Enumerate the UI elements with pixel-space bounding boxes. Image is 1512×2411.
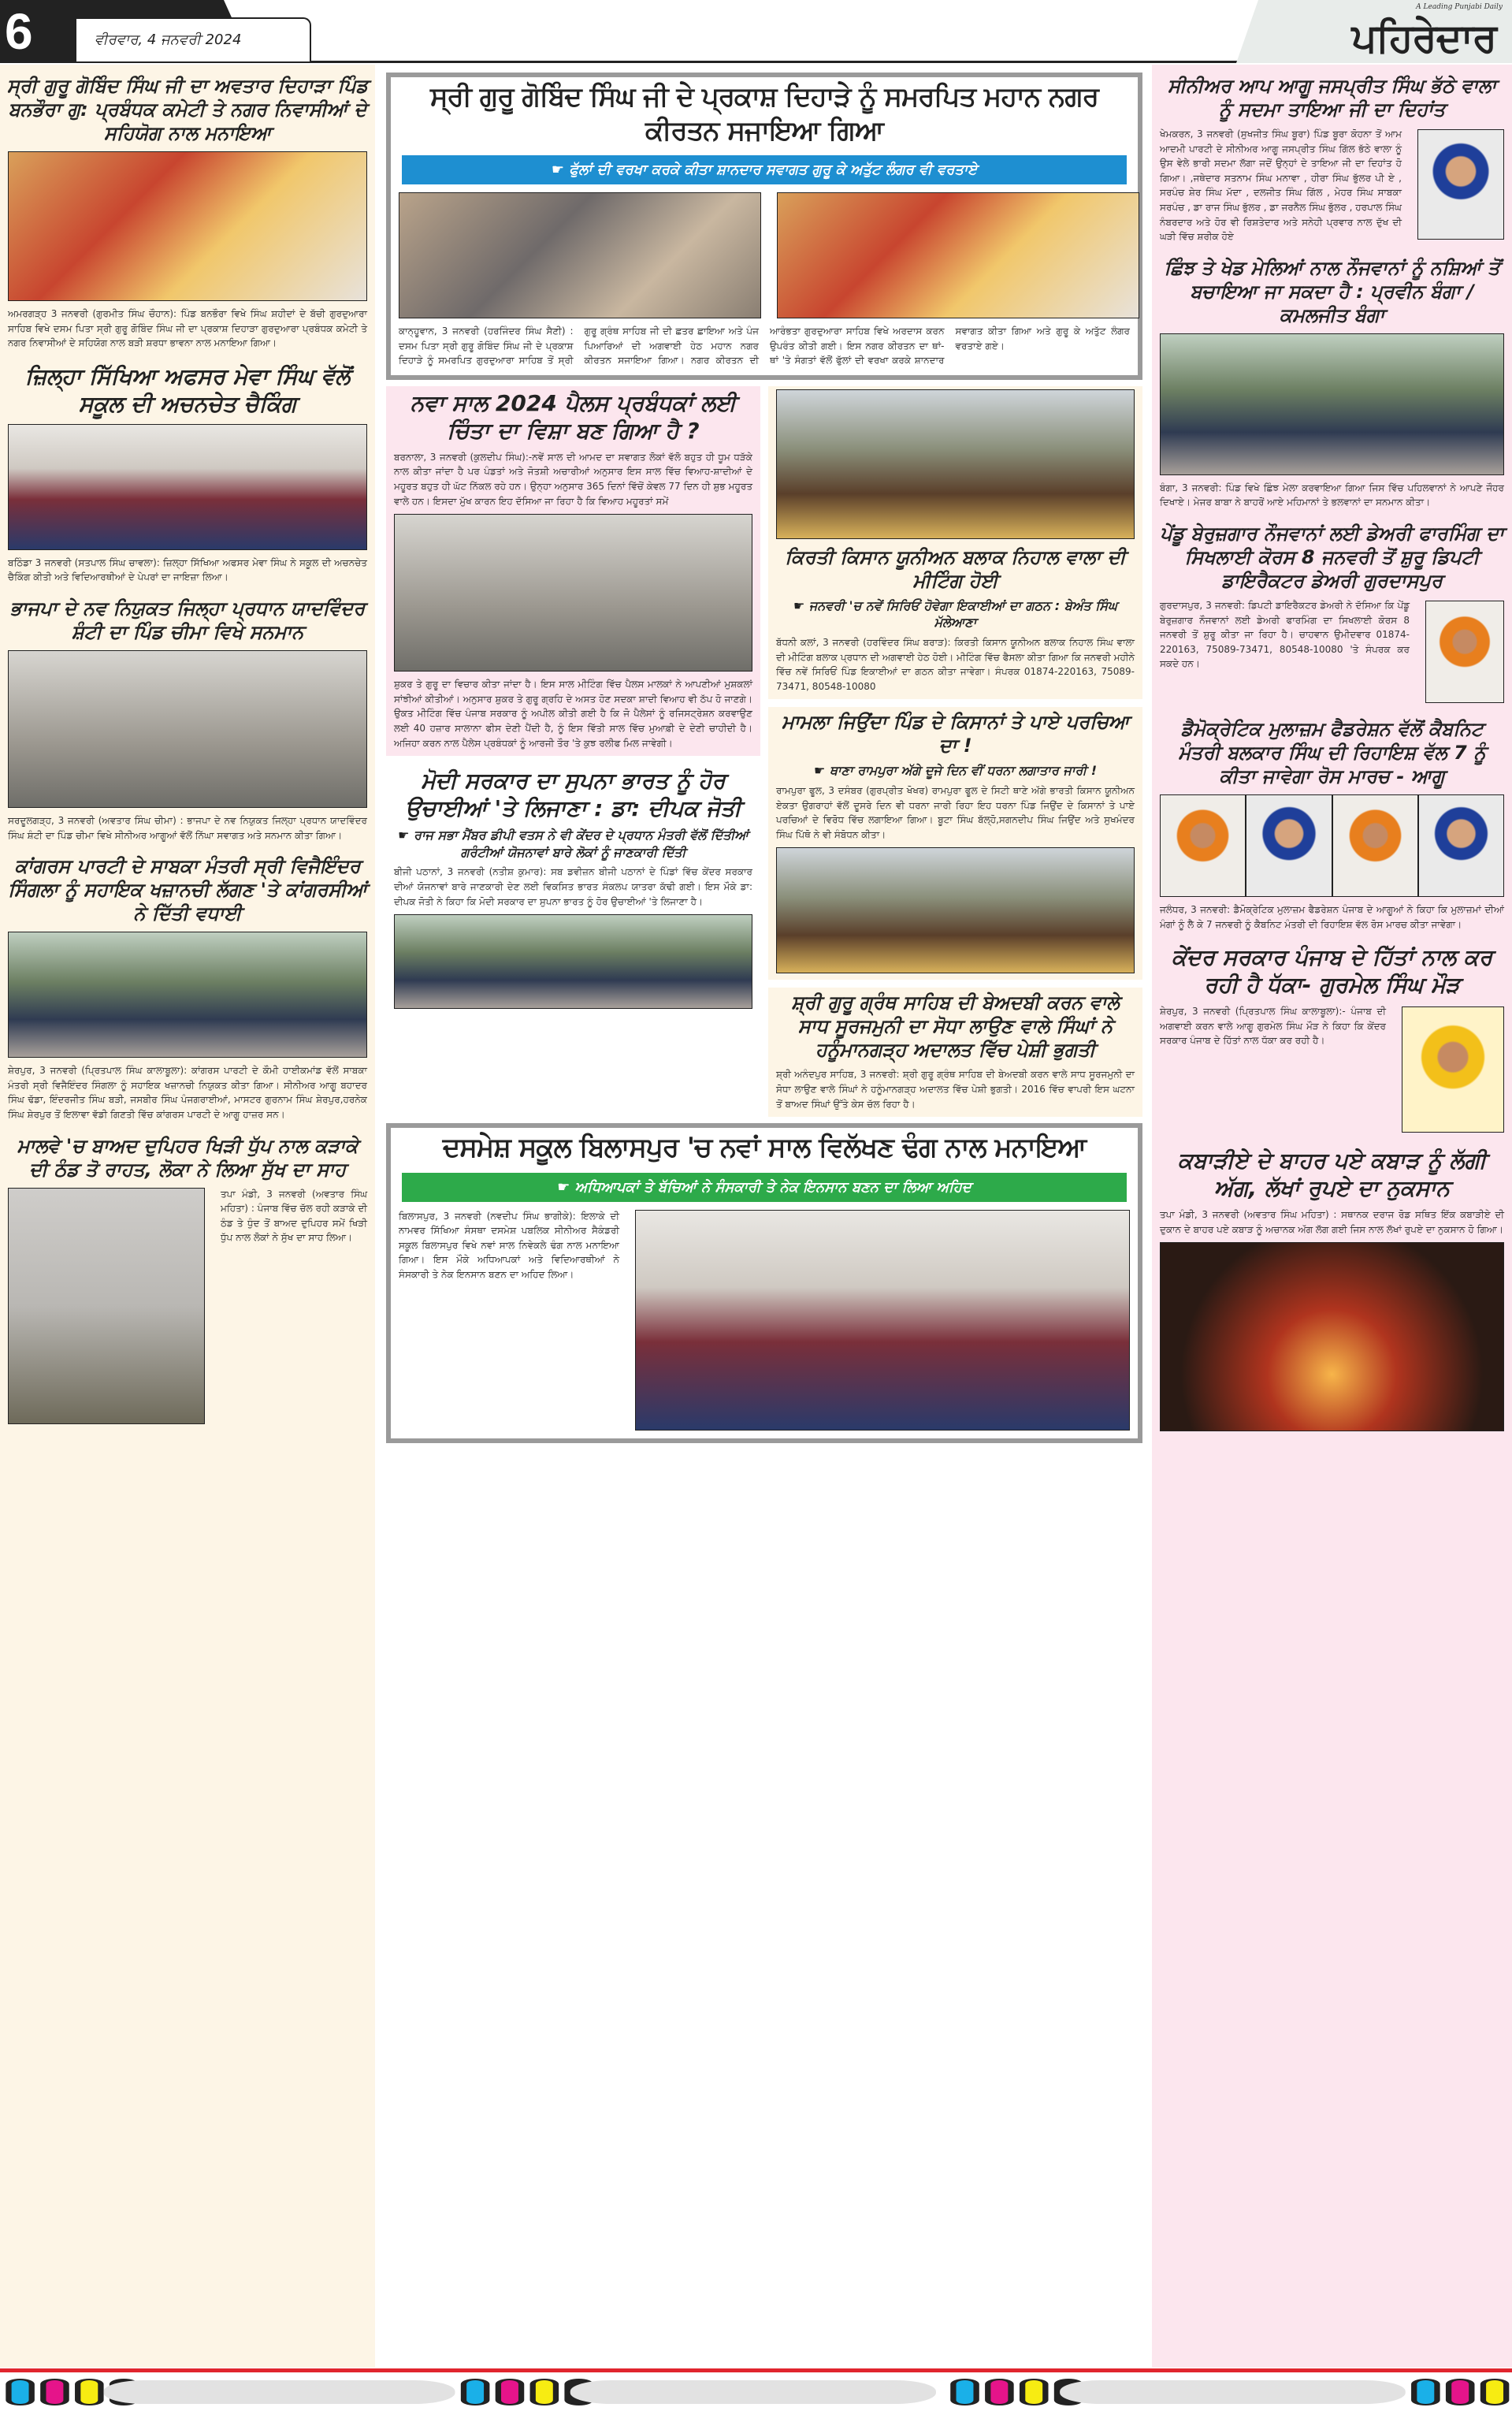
photo-classroom [8,424,367,550]
headline: ਮਾਮਲਾ ਜਿਉਂਦਾ ਪਿੰਡ ਦੇ ਕਿਸਾਨਾਂ ਤੇ ਪਾਏ ਪਰਚਿਆ ਦਾ ! [782,711,1129,757]
masthead-tagline: A Leading Punjabi Daily [1416,3,1503,11]
story-congress-singla [0,851,375,1124]
dasmesh-subhead: ☛ ਅਧਿਆਪਕਾਂ ਤੇ ਬੱਚਿਆਂ ਨੇ ਸੰਸਕਾਰੀ ਤੇ ਨੇਕ ਇਨਸਾਨ ਬਣਨ ਦਾ ਲਿਆ ਅਹਿਦ [402,1173,1127,1202]
portrait-deceased [1417,129,1504,240]
photo-felicitation [8,650,367,808]
portrait-leader-2 [1246,794,1332,897]
photo-nagar-kirtan-1 [399,192,761,318]
subhead: ☛ ਰਾਜ ਸਭਾ ਮੈਂਬਰ ਡੀਪੀ ਵਤਸ ਨੇ ਵੀ ਕੇਂਦਰ ਦੇ ਪ੍ਰਧਾਨ ਮੰਤਰੀ ਵੱਲੋਂ ਦਿੱਤੀਆਂ ਗਰੰਟੀਆਂ ਯੋਜਨਾਵਾਂ ਬਾਰੇ ਲੋਕਾਂ ਨੂੰ ਜਾਣਕਾਰੀ ਦਿੱਤੀ [398,828,749,860]
article-body: ਬਠਿੰਡਾ 3 ਜਨਵਰੀ (ਸਤਪਾਲ ਸਿੰਘ ਚਾਵਲਾ): ਜ਼ਿਲ੍ਹਾ ਸਿੱਖਿਆ ਅਫਸਰ ਮੇਵਾ ਸਿੰਘ ਨੇ ਸਕੂਲ ਦੀ ਅਚਨਚੇਤ ਚੈਕਿੰਗ ਕੀਤੀ ਅਤੇ ਵਿਦਿਆਰਥੀਆਂ ਦੇ ਪੇਪਰਾਂ ਦਾ ਜਾਇਜ਼ਾ ਲਿਆ। [8,556,367,583]
lead-story-frame [386,73,1142,380]
article-body: ਬੱਧਨੀ ਕਲਾਂ, 3 ਜਨਵਰੀ (ਹਰਵਿੰਦਰ ਸਿੰਘ ਬਰਾੜ): ਕਿਰਤੀ ਕਿਸਾਨ ਯੂਨੀਅਨ ਬਲਾਕ ਨਿਹਾਲ ਸਿੰਘ ਵਾਲਾ ਦੀ ਮੀਟਿੰਗ ਬਲਾਕ ਪ੍ਰਧਾਨ ਦੀ ਅਗਵਾਈ ਹੇਠ ਹੋਈ। ਮੀਟਿੰਗ ਵਿੱਚ ਫੈਸਲਾ ਕੀਤਾ ਗਿਆ ਕਿ ਜਨਵਰੀ ਮਹੀਨੇ ਵਿੱਚ ਨਵੇਂ ਸਿਰਿਓਂ ਪਿੰਡ ਇਕਾਈਆਂ ਦਾ ਗਠਨ ਕੀਤਾ ਜਾਵੇਗਾ। ਸੰਪਰਕ 01874-220163, 75089-73471, 80548-10080 [776,636,1135,692]
article-body: ਬੀਜੀ ਪਠਾਨਾਂ, 3 ਜਨਵਰੀ (ਨਤੀਸ਼ ਕੁਮਾਰ): ਸਬ ਡਵੀਜ਼ਨ ਬੀਜੀ ਪਠਾਨਾਂ ਦੇ ਪਿੰਡਾਂ ਵਿੱਚ ਕੇਂਦਰ ਸਰਕਾਰ ਦੀਆਂ ਯੋਜਨਾਵਾਂ ਬਾਰੇ ਜਾਣਕਾਰੀ ਦੇਣ ਲਈ ਵਿਕਸਿਤ ਭਾਰਤ ਸੰਕਲਪ ਯਾਤਰਾ ਕੱਢੀ ਗਈ। ਇਸ ਮੌਕੇ ਡਾ: ਦੀਪਕ ਜੋਤੀ ਨੇ ਕਿਹਾ ਕਿ ਮੋਦੀ ਸਰਕਾਰ ਦਾ ਸੁਪਨਾ ਭਾਰਤ ਨੂੰ ਹੋਰ ਉਚਾਈਆਂ 'ਤੇ ਲਿਜਾਣਾ ਹੈ। [394,866,752,907]
page-header [0,0,1512,63]
dasmesh-headline: ਦਸਮੇਸ਼ ਸਕੂਲ ਬਿਲਾਸਪੁਰ 'ਚ ਨਵਾਂ ਸਾਲ ਵਿਲੱਖਣ ਢੰਗ ਨਾਲ ਮਨਾਇਆ [442,1132,1087,1164]
right-column [1152,65,1512,2368]
headline: ਮਾਲਵੇ 'ਚ ਬਾਅਦ ਦੁਪਿਹਰ ਖਿੜੀ ਧੁੱਪ ਨਾਲ ਕੜਾਕੇ ਦੀ ਠੰਡ ਤੋ ਰਾਹਤ, ਲੋਕਾ ਨੇ ਲਿਆ ਸੁੱਖ ਦਾ ਸਾਹ [17,1134,358,1181]
photo-union-flags [776,389,1135,539]
middle-column [378,65,1150,2368]
middle-two-column-row [386,386,1142,1117]
grey-bar [1060,2380,1406,2404]
headline: ਨਵਾ ਸਾਲ 2024 ਪੈਲਸ ਪ੍ਰਬੰਧਕਾਂ ਲਈ ਚਿੰਤਾ ਦਾ ਵਿਸ਼ਾ ਬਣ ਗਿਆ ਹੈ ? [410,389,737,444]
photo-sankalp-yatra [394,914,752,1009]
portrait-leader-3 [1332,794,1418,897]
story-banbhaura [0,71,375,353]
story-jiond-protest [768,707,1142,980]
article-body: ਬੰਗਾ, 3 ਜਨਵਰੀ: ਪਿੰਡ ਵਿਖੇ ਛਿੰਝ ਮੇਲਾ ਕਰਵਾਇਆ ਗਿਆ ਜਿਸ ਵਿੱਚ ਪਹਿਲਵਾਨਾਂ ਨੇ ਆਪਣੇ ਜੌਹਰ ਦਿਖਾਏ। ਮੇਜਰ ਬਾਬਾ ਨੇ ਬਾਹਰੋਂ ਆਏ ਮਹਿਮਾਨਾਂ ਤੇ ਭਲਵਾਨਾਂ ਦਾ ਸਨਮਾਨ ਕੀਤਾ। [1160,482,1504,508]
photo-palace-meeting [394,514,752,672]
issue-date: ਵੀਰਵਾਰ, 4 ਜਨਵਰੀ 2024 [95,32,242,48]
story-modi-vision [386,764,760,1015]
masthead-logo: ਪਹਿਰੇਦਾਰ [1351,15,1496,61]
article-body: ਤਪਾ ਮੰਡੀ, 3 ਜਨਵਰੀ (ਅਵਤਾਰ ਸਿੰਘ ਮਹਿਤਾ) : ਸਥਾਨਕ ਦਰਾਜ ਰੋਡ ਸਥਿਤ ਇੱਕ ਕਬਾੜੀਏ ਦੀ ਦੁਕਾਨ ਦੇ ਬਾਹਰ ਪਏ ਕਬਾੜ ਨੂੰ ਅਚਾਨਕ ਅੱਗ ਲੱਗ ਗਈ ਜਿਸ ਨਾਲ ਲੱਖਾਂ ਰੁਪਏ ਦਾ ਨੁਕਸਾਨ ਹੋ ਗਿਆ। [1160,1209,1504,1235]
subhead: ☛ ਜਨਵਰੀ 'ਚ ਨਵੇਂ ਸਿਰਿਓਂ ਹੋਵੇਗਾ ਇਕਾਈਆਂ ਦਾ ਗਠਨ : ਬੇਅੰਤ ਸਿੰਘ ਮੱਲੇਆਣਾ [793,597,1117,631]
article-intro: ਬਰਨਾਲਾ, 3 ਜਨਵਰੀ (ਕੁਲਦੀਪ ਸਿੰਘ):-ਨਵੇਂ ਸਾਲ ਦੀ ਆਮਦ ਦਾ ਸਵਾਗਤ ਲੋਕਾਂ ਵੱਲੋ ਬਹੁਤ ਹੀ ਧੂਮ ਧੜੱਕੇ ਨਾਲ ਕੀਤਾ ਜਾਂਦਾ ਹੈ ਪਰ ਪੰਡਤਾਂ ਅਤੇ ਜੋਤਸ਼ੀ ਅਚਾਰੀਆਂ ਅਨੁਸਾਰ ਇਸ ਸਾਲ ਵਿੱਚ ਵਿਆਹ-ਸ਼ਾਦੀਆਂ ਦੇ ਮਹੂਰਤ ਬਹੁਤ ਹੀ ਘੱਟ ਨਿੱਕਲ ਰਹੇ ਹਨ। ਉਨ੍ਹਾ ਅਨੁਸਾਰ 365 ਦਿਨਾਂ ਵਿੱਚੋਂ ਕੇਵਲ 77 ਦਿਨ ਹੀ ਸ਼ੁਭ ਮਹੂਰਤ ਵਾਲੇ ਹਨ। ਇਸਦਾ ਮੁੱਖ ਕਾਰਨ ਇਹ ਦੱਸਿਆ ਜਾ ਰਿਹਾ ਹੈ ਕਿ ਵਿਆਹ ਮਹੂਰਤਾਂ ਸਮੇਂ [394,451,752,507]
lead-body: ਕਾਨ੍ਹੂਵਾਨ, 3 ਜਨਵਰੀ (ਹਰਜਿੰਦਰ ਸਿੰਘ ਸੈਣੀ) : ਦਸਮ ਪਿਤਾ ਸ੍ਰੀ ਗੁਰੂ ਗੋਬਿੰਦ ਸਿੰਘ ਜੀ ਦੇ ਪ੍ਰਕਾਸ਼ ਦਿਹਾੜੇ ਨੂੰ ਸਮਰਪਿਤ ਗੁਰਦੁਆਰਾ ਸਾਹਿਬ ਤੋਂ ਸ੍ਰੀ ਗੁਰੂ ਗ੍ਰੰਥ ਸਾਹਿਬ ਜੀ ਦੀ ਛਤਰ ਛਾਇਆ ਅਤੇ ਪੰਜ ਪਿਆਰਿਆਂ ਦੀ ਅਗਵਾਈ ਹੇਠ ਮਹਾਨ ਨਗਰ ਕੀਰਤਨ ਸਜਾਇਆ ਗਿਆ। ਨਗਰ ਕੀਰਤਨ ਦੀ ਆਰੰਭਤਾ ਗੁਰਦੁਆਰਾ ਸਾਹਿਬ ਵਿਖੇ ਅਰਦਾਸ ਕਰਨ ਉਪਰੰਤ ਕੀਤੀ ਗਈ। ਇਸ ਨਗਰ ਕੀਰਤਨ ਦਾ ਥਾਂ-ਥਾਂ 'ਤੇ ਸੰਗਤਾਂ ਵੱਲੋਂ ਫੁੱਲਾਂ ਦੀ ਵਰਖਾ ਕਰਕੇ ਸ਼ਾਨਦਾਰ ਸਵਾਗਤ ਕੀਤਾ ਗਿਆ ਅਤੇ ਗੁਰੂ ਕੇ ਅਤੁੱਟ ਲੰਗਰ ਵਰਤਾਏ ਗਏ। [399,326,1130,366]
lead-subhead: ☛ ਫੁੱਲਾਂ ਦੀ ਵਰਖਾ ਕਰਕੇ ਕੀਤਾ ਸ਼ਾਨਦਾਰ ਸਵਾਗਤ ਗੁਰੂ ਕੇ ਅਤੁੱਟ ਲੰਗਰ ਵੀ ਵਰਤਾਏ [402,155,1127,184]
headline: ਕਬਾੜੀਏ ਦੇ ਬਾਹਰ ਪਏ ਕਬਾੜ ਨੂੰ ਲੱਗੀ ਅੱਗ, ਲੱਖਾਂ ਰੁਪਏ ਦਾ ਨੁਕਸਾਨ [1177,1148,1487,1202]
article-body: ਅਮਰਗੜ੍ਹ 3 ਜਨਵਰੀ (ਗੁਰਮੀਤ ਸਿੰਘ ਚੌਹਾਨ): ਪਿੰਡ ਬਨਭੌਰਾ ਵਿਖੇ ਸਿੰਘ ਸ਼ਹੀਦਾਂ ਦੇ ਬੱਚੀ ਗੁਰਦੁਆਰਾ ਸਾਹਿਬ ਵਿਖੇ ਦਸਮ ਪਿਤਾ ਸ੍ਰੀ ਗੁਰੂ ਗੋਬਿੰਦ ਸਿੰਘ ਜੀ ਦਾ ਪ੍ਰਕਾਸ਼ ਦਿਹਾੜਾ ਗੁਰਦੁਆਰਾ ਪ੍ਰਬੰਧਕ ਕਮੇਟੀ ਤੇ ਨਗਰ ਨਿਵਾਸੀਆਂ ਦੇ ਸਹਿਯੋਗ ਨਾਲ ਬੜੀ ਸ਼ਰਧਾ ਭਾਵਨਾ ਨਾਲ ਮਨਾਇਆ ਗਿਆ। [8,308,367,349]
headline: ਕਾਂਗਰਸ ਪਾਰਟੀ ਦੇ ਸਾਬਕਾ ਮੰਤਰੀ ਸ੍ਰੀ ਵਿਜੈਇੰਦਰ ਸਿੰਗਲਾ ਨੂੰ ਸਹਾਇਕ ਖਜ਼ਾਨਚੀ ਲੱਗਣ 'ਤੇ ਕਾਂਗਰਸੀਆਂ ਨੇ ਦਿੱਤੀ ਵਧਾਈ [8,855,367,925]
headline: ਕਿਰਤੀ ਕਿਸਾਨ ਯੂਨੀਅਨ ਬਲਾਕ ਨਿਹਾਲ ਵਾਲਾ ਦੀ ਮੀਟਿੰਗ ਹੋਈ [785,545,1126,592]
headline: ਭਾਜਪਾ ਦੇ ਨਵ ਨਿਯੁਕਤ ਜਿਲ੍ਹਾ ਪ੍ਰਧਾਨ ਯਾਦਵਿੰਦਰ ਸ਼ੰਟੀ ਦਾ ਪਿੰਡ ਚੀਮਾ ਵਿਖੇ ਸਨਮਾਨ [9,597,366,643]
headline: ਸ੍ਰੀ ਗੁਰੂ ਗੋਬਿੰਦ ਸਿੰਘ ਜੀ ਦਾ ਅਵਤਾਰ ਦਿਹਾੜਾ ਪਿੰਡ ਬਨਭੌਰਾ ਗੁ: ਪ੍ਰਬੰਧਕ ਕਮੇਟੀ ਤੇ ਨਗਰ ਨਿਵਾਸੀਆਂ ਦੇ ਸਹਿਯੋਗ ਨਾਲ ਮਨਾਇਆ [6,75,369,144]
footer-red-rule [0,2368,1512,2372]
headline: ਛਿੰਝ ਤੇ ਖੇਡ ਮੇਲਿਆਂ ਨਾਲ ਨੌਜਵਾਨਾਂ ਨੂੰ ਨਸ਼ਿਆਂ ਤੋਂ ਬਚਾਇਆ ਜਾ ਸਕਦਾ ਹੈ : ਪ੍ਰਵੀਨ ਬੰਗਾ / ਕਮਲਜੀਤ ਬੰਗਾ [1164,256,1500,326]
headline: ਮੋਦੀ ਸਰਕਾਰ ਦਾ ਸੁਪਨਾ ਭਾਰਤ ਨੂੰ ਹੋਰ ਉਚਾਈਆਂ 'ਤੇ ਲਿਜਾਣਾ : ਡਾ: ਦੀਪਕ ਜੋਤੀ [405,768,741,822]
article-body: ਜਲੰਧਰ, 3 ਜਨਵਰੀ: ਡੈਮੋਕ੍ਰੇਟਿਕ ਮੁਲਾਜ਼ਮ ਫੈਡਰੇਸ਼ਨ ਪੰਜਾਬ ਦੇ ਆਗੂਆਂ ਨੇ ਕਿਹਾ ਕਿ ਮੁਲਾਜ਼ਮਾਂ ਦੀਆਂ ਮੰਗਾਂ ਨੂੰ ਲੈ ਕੇ 7 ਜਨਵਰੀ ਨੂੰ ਕੈਬਨਿਟ ਮੰਤਰੀ ਦੀ ਰਿਹਾਇਸ਼ ਵੱਲ ਰੋਸ ਮਾਰਚ ਕੀਤਾ ਜਾਵੇਗਾ। [1160,903,1504,930]
story-scrap-fire [1152,1144,1512,1434]
dasmesh-body: ਬਿਲਾਸਪੁਰ, 3 ਜਨਵਰੀ (ਨਵਦੀਪ ਸਿੰਘ ਭਾਗੀਕੇ): ਇਲਾਕੇ ਦੀ ਨਾਮਵਰ ਸਿੱਖਿਆ ਸੰਸਥਾ ਦਸਮੇਸ਼ ਪਬਲਿਕ ਸੀਨੀਅਰ ਸੈਕੰਡਰੀ ਸਕੂਲ ਬਿਲਾਸਪੁਰ ਵਿਖੇ ਨਵਾਂ ਸਾਲ ਨਿਵੇਕਲੇ ਢੰਗ ਨਾਲ ਮਨਾਇਆ ਗਿਆ। ਇਸ ਮੌਕੇ ਅਧਿਆਪਕਾਂ ਅਤੇ ਵਿਦਿਆਰਥੀਆਂ ਨੇ ਸੰਸਕਾਰੀ ਤੇ ਨੇਕ ਇਨਸਾਨ ਬਣਨ ਦਾ ਅਹਿਦ ਲਿਆ। [399,1210,619,1280]
portrait-leader-4 [1418,794,1504,897]
print-registration-strip [0,2374,1512,2411]
story-school-check [0,359,375,587]
photo-scrap-fire [1160,1242,1504,1431]
article-body: ਰਾਮਪੁਰਾ ਫੂਲ, 3 ਦਸੰਬਰ (ਗੁਰਪ੍ਰੀਤ ਖੋਖਰ) ਰਾਮਪੁਰਾ ਫੂਲ ਦੇ ਸਿਟੀ ਥਾਣੇ ਅੱਗੇ ਭਾਰਤੀ ਕਿਸਾਨ ਯੂਨੀਅਨ ਏਕਤਾ ਉਗਰਾਹਾਂ ਵੱਲੋਂ ਦੂਸਰੇ ਦਿਨ ਵੀ ਧਰਨਾ ਜਾਰੀ ਰਿਹਾ ਇਹ ਧਰਨਾ ਪਿੰਡ ਜਿਉਂਦ ਦੇ ਕਿਸਾਨਾਂ ਤੇ ਪਾਏ ਪਰਚਿਆਂ ਦੇ ਵਿਰੋਧ ਵਿੱਚ ਲਗਾਇਆ ਗਿਆ। ਬੂਟਾ ਸਿੰਘ ਬੱਲ੍ਹੋ,ਸਗਨਦੀਪ ਸਿੰਘ ਜਿਉਂਦ ਅਤੇ ਸੁਖਮੰਦਰ ਸਿੰਘ ਪਿੱਥੋ ਨੇ ਵੀ ਸੰਬੋਧਨ ਕੀਤਾ। [776,784,1135,840]
story-dairy-course [1152,519,1512,708]
story-bjp-president [0,593,375,845]
middle-left-subcolumn [386,386,760,1015]
story-beadbi-case [768,988,1142,1117]
portrait-director [1425,601,1504,703]
dasmesh-story-frame [386,1123,1142,1443]
headline: ਸੀਨੀਅਰ ਆਪ ਆਗੂ ਜਸਪ੍ਰੀਤ ਸਿੰਘ ਭੱਠੇ ਵਾਲਾ ਨੂੰ ਸਦਮਾ ਤਾਇਆ ਜੀ ਦਾ ਦਿਹਾਂਤ [1167,75,1497,121]
article-body: ਸ਼ੁਕਰ ਤੇ ਗੁਰੂ ਦਾ ਵਿਚਾਰ ਕੀਤਾ ਜਾਂਦਾ ਹੈ। ਇਸ ਸਾਲ ਮੀਟਿੰਗ ਵਿੱਚ ਪੈਲਸ ਮਾਲਕਾਂ ਨੇ ਆਪਣੀਆਂ ਮੁਸ਼ਕਲਾਂ ਸਾਂਝੀਆਂ ਕੀਤੀਆਂ। ਅਨੁਸਾਰ ਸ਼ੁਕਰ ਤੇ ਗੁਰੂ ਗ੍ਰਹਿ ਦੇ ਅਸਤ ਹੋਣ ਸਦਕਾ ਸ਼ਾਦੀ ਵਿਆਹ ਵੀ ਠੱਪ ਹੋ ਜਾਣਗੇ। ਉਕਤ ਮੀਟਿੰਗ ਵਿੱਚ ਪੰਜਾਬ ਸਰਕਾਰ ਨੂੰ ਅਪੀਲ ਕੀਤੀ ਗਈ ਹੈ ਕਿ ਜੋ ਪੈਲੇਸਾਂ ਨੂੰ ਰਜਿਸਟ੍ਰੇਸ਼ਨ ਕਰਵਾਉਣ ਲਈ 40 ਹਜ਼ਾਰ ਸਾਲਾਨਾ ਫੀਸ ਦੇਣੀ ਪੈਂਦੀ ਹੈ, ਨੂੰ ਇਸ ਵਿੱਤੀ ਸਾਲ ਵਿੱਚ ਮੁਆਫ਼ੀ ਦੇ ਦੇਣੀ ਚਾਹੀਦੀ ਹੈ। ਅਜਿਹਾ ਕਰਨ ਨਾਲ ਪੈਲੇਸ ਪ੍ਰਬੰਧਕਾਂ ਨੂੰ ਆਰਜੀ ਤੌਰ 'ਤੇ ਕੁਝ ਰਲੀਫ ਮਿਲ ਜਾਵੇਗੀ। [394,679,752,749]
article-body: ਸਰਦੂਲਗੜ੍ਹ, 3 ਜਨਵਰੀ (ਅਵਤਾਰ ਸਿੰਘ ਚੀਮਾ) : ਭਾਜਪਾ ਦੇ ਨਵ ਨਿਯੁਕਤ ਜਿਲ੍ਹਾ ਪ੍ਰਧਾਨ ਯਾਦਵਿੰਦਰ ਸਿੰਘ ਸ਼ੰਟੀ ਦਾ ਪਿੰਡ ਚੀਮਾ ਵਿਖੇ ਸੀਨੀਅਰ ਆਗੂਆਂ ਵੱਲੋਂ ਨਿੱਘਾ ਸਵਾਗਤ ਅਤੇ ਸਨਮਾਨ ਕੀਤਾ ਗਿਆ। [8,814,367,841]
portrait-gurmel-singh [1402,1006,1504,1133]
photo-congress-group [8,932,367,1058]
portrait-leader-1 [1160,794,1246,897]
page-number: 6 [5,3,33,60]
story-kirti-kisan [768,386,1142,700]
story-gurmel-maur [1152,940,1512,1137]
photo-fog-field [8,1188,205,1424]
subhead: ☛ ਥਾਣਾ ਰਾਮਪੁਰਾ ਅੱਗੇ ਦੂਜੇ ਦਿਨ ਵੀਂ ਧਰਨਾ ਲਗਾਤਾਰ ਜਾਰੀ ! [813,763,1097,779]
left-column [0,65,375,2368]
story-malwa-weather [0,1131,375,1427]
article-body: ਸ਼ੇਰਪੁਰ, 3 ਜਨਵਰੀ (ਪ੍ਰਿਤਪਾਲ ਸਿੰਘ ਕਾਲਾਬੂਲਾ): ਕਾਂਗਰਸ ਪਾਰਟੀ ਦੇ ਕੌਮੀ ਹਾਈਕਮਾਂਡ ਵੱਲੋਂ ਸਾਬਕਾ ਮੰਤਰੀ ਸ੍ਰੀ ਵਿਜੈਇੰਦਰ ਸਿੰਗਲਾ ਨੂੰ ਸਹਾਇਕ ਖਜ਼ਾਨਚੀ ਨਿਯੁਕਤ ਕੀਤਾ ਗਿਆ। ਸੀਨੀਅਰ ਆਗੂ ਬਹਾਦਰ ਸਿੰਘ ਢੱਡਾ, ਇੰਦਰਜੀਤ ਸਿੰਘ ਬੜੀ, ਜਸਬੀਰ ਸਿੰਘ ਪੰਜਗਰਾਈਆਂ, ਮਾਸਟਰ ਗੁਰਨਾਮ ਸਿੰਘ ਸ਼ੇਰਪੁਰ,ਹਰਨੇਕ ਸਿੰਘ ਸ਼ੇਰਪੁਰ ਤੋਂ ਇਲਾਵਾ ਵੱਡੀ ਗਿਣਤੀ ਵਿੱਚ ਕਾਂਗਰਸ ਪਾਰਟੀ ਦੇ ਆਗੂ ਹਾਜ਼ਰ ਸਨ। [8,1065,367,1120]
headline: ਪੇਂਡੂ ਬੇਰੁਜ਼ਗਾਰ ਨੌਜਵਾਨਾਂ ਲਈ ਡੇਅਰੀ ਫਾਰਮਿੰਗ ਦਾ ਸਿਖਲਾਈ ਕੋਰਸ 8 ਜਨਵਰੀ ਤੋਂ ਸ਼ੁਰੂ ਡਿਪਟੀ ਡਾਇਰੈਕਟਰ ਡੇਅਰੀ ਗੁਰਦਾਸਪੁਰ [1160,522,1504,592]
photo-gurdwara [8,151,367,301]
lead-headline: ਸ੍ਰੀ ਗੁਰੂ ਗੋਬਿੰਦ ਸਿੰਘ ਜੀ ਦੇ ਪ੍ਰਕਾਸ਼ ਦਿਹਾੜੇ ਨੂੰ ਸਮਰਪਿਤ ਮਹਾਨ ਨਗਰ ਕੀਰਤਨ ਸਜਾਇਆ ਗਿਆ [430,81,1098,147]
article-body: ਤਪਾ ਮੰਡੀ, 3 ਜਨਵਰੀ (ਅਵਤਾਰ ਸਿੰਘ ਮਹਿਤਾ) : ਪੰਜਾਬ ਵਿੱਚ ਚੱਲ ਰਹੀ ਕੜਾਕੇ ਦੀ ਠੰਡ ਤੇ ਧੁੰਦ ਤੋਂ ਬਾਅਦ ਦੁਪਿਹਰ ਸਮੇਂ ਖਿੜੀ ਧੁੱਪ ਨਾਲ ਲੋਕਾਂ ਨੇ ਸੁੱਖ ਦਾ ਸਾਹ ਲਿਆ। [221,1188,367,1244]
photo-nagar-kirtan-2 [777,192,1139,318]
photo-school-students [635,1210,1130,1431]
article-body: ਖੇਮਕਰਨ, 3 ਜਨਵਰੀ (ਸੁਖਜੀਤ ਸਿੰਘ ਬੂਰਾ) ਪਿੰਡ ਬੂਰਾ ਕੋਹਨਾ ਤੋਂ ਆਮ ਆਦਮੀ ਪਾਰਟੀ ਦੇ ਸੀਨੀਅਰ ਆਗੂ ਜਸਪ੍ਰੀਤ ਸਿੰਘ ਗਿੱਲ ਭੱਠੇ ਵਾਲਾ ਨੂੰ ਉਸ ਵੇਲੇ ਭਾਰੀ ਸਦਮਾ ਲੱਗਾ ਜਦੋਂ ਉਨ੍ਹਾਂ ਦੇ ਤਾਇਆ ਜੀ ਦਾ ਦਿਹਾਂਤ ਹੋ ਗਿਆ। ,ਜਥੇਦਾਰ ਸਤਨਾਮ ਸਿੰਘ ਮਨਾਵਾ , ਹੀਰਾ ਸਿੰਘ ਭੁੱਲਰ ਪੀ ਏ , ਸਰਪੰਚ ਸ਼ੇਰ ਸਿੰਘ ਮੱਦਾ , ਦਲਜੀਤ ਸਿੰਘ ਗਿੱਲ , ਮੇਹਰ ਸਿੰਘ ਸਾਬਕਾ ਸਰਪੰਚ , ਡਾ ਰਾਜ ਸਿੰਘ ਭੁੱਲਰ , ਡਾ ਜਰਨੈਲ ਸਿੰਘ ਭੁੱਲਰ , ਹਰਪਾਲ ਸਿੰਘ ਨੰਬਰਦਾਰ ਅਤੇ ਹੋਰ ਵੀ ਰਿਸ਼ਤੇਦਾਰ ਅਤੇ ਸਨੇਹੀ ਪ੍ਰਵਾਰ ਨਾਲ ਦੁੱਖ ਦੀ ਘੜੀ ਵਿੱਚ ਸ਼ਰੀਕ ਹੋਏ [1160,128,1402,243]
headline: ਡੈਮੋਕ੍ਰੇਟਿਕ ਮੁਲਾਜ਼ਮ ਫੈਡਰੇਸ਼ਨ ਵੱਲੋਂ ਕੈਬਨਿਟ ਮੰਤਰੀ ਬਲਕਾਰ ਸਿੰਘ ਦੀ ਰਿਹਾਇਸ਼ ਵੱਲ 7 ਨੂੰ ਕੀਤਾ ਜਾਵੇਗਾ ਰੋਸ ਮਾਰਚ - ਆਗੂ [1178,717,1486,787]
article-body: ਸ਼ੇਰਪੁਰ, 3 ਜਨਵਰੀ (ਪ੍ਰਿਤਪਾਲ ਸਿੰਘ ਕਾਲਾਬੂਲਾ):- ਪੰਜਾਬ ਦੀ ਅਗਵਾਈ ਕਰਨ ਵਾਲੇ ਆਗੂ ਗੁਰਮੇਲ ਸਿੰਘ ਮੌੜ ਨੇ ਕਿਹਾ ਕਿ ਕੇਂਦਰ ਸਰਕਾਰ ਪੰਜਾਬ ਦੇ ਹਿੱਤਾਂ ਨਾਲ ਧੱਕਾ ਕਰ ਰਹੀ ਹੈ। [1160,1006,1386,1047]
headline: ਜ਼ਿਲ੍ਹਾ ਸਿੱਖਿਆ ਅਫਸਰ ਮੇਵਾ ਸਿੰਘ ਵੱਲੋਂ ਸਕੂਲ ਦੀ ਅਚਨਚੇਤ ਚੈਕਿੰਗ [24,363,351,417]
story-palace-2024 [386,386,760,756]
grey-bar [104,2380,455,2404]
photo-dharna [776,847,1135,973]
cmyk-marks [1411,2379,1512,2405]
photo-wrestling-fair [1160,333,1504,475]
headline: ਕੇਂਦਰ ਸਰਕਾਰ ਪੰਜਾਬ ਦੇ ਹਿੱਤਾਂ ਨਾਲ ਕਰ ਰਹੀ ਹੈ ਧੱਕਾ- ਗੁਰਮੇਲ ਸਿੰਘ ਮੌੜ [1171,944,1493,999]
story-jaspreet-bereavement [1152,71,1512,247]
middle-right-subcolumn [768,386,1142,1117]
article-body: ਸ਼੍ਰੀ ਅਨੰਦਪੁਰ ਸਾਹਿਬ, 3 ਜਨਵਰੀ: ਸ਼੍ਰੀ ਗੁਰੂ ਗ੍ਰੰਥ ਸਾਹਿਬ ਦੀ ਬੇਅਦਬੀ ਕਰਨ ਵਾਲੇ ਸਾਧ ਸੂਰਜਮੁਨੀ ਦਾ ਸੋਧਾ ਲਾਉਣ ਵਾਲੇ ਸਿੰਘਾਂ ਨੇ ਹਨੂੰਮਾਨਗੜ੍ਹ ਅਦਾਲਤ ਵਿੱਚ ਪੇਸ਼ੀ ਭੁਗਤੀ। 2016 ਵਿੱਚ ਵਾਪਰੀ ਇਸ ਘਟਨਾ ਤੋਂ ਬਾਅਦ ਸਿੰਘਾਂ ਉੱਤੇ ਕੇਸ ਚੱਲ ਰਿਹਾ ਹੈ। [776,1069,1135,1110]
headline: ਸ਼੍ਰੀ ਗੁਰੂ ਗ੍ਰੰਥ ਸਾਹਿਬ ਦੀ ਬੇਅਦਬੀ ਕਰਨ ਵਾਲੇ ਸਾਧ ਸੂਰਜਮੁਨੀ ਦਾ ਸੋਧਾ ਲਾਉਣ ਵਾਲੇ ਸਿੰਘਾਂ ਨੇ ਹਨੂੰਮਾਨਗੜ੍ਹ ਅਦਾਲਤ ਵਿੱਚ ਪੇਸ਼ੀ ਭੁਗਤੀ [791,992,1120,1062]
story-employees-march [1152,714,1512,934]
grey-bar [570,2380,936,2404]
story-chhinj-mela [1152,253,1512,512]
article-body: ਗੁਰਦਾਸਪੁਰ, 3 ਜਨਵਰੀ: ਡਿਪਟੀ ਡਾਇਰੈਕਟਰ ਡੇਅਰੀ ਨੇ ਦੱਸਿਆ ਕਿ ਪੇਂਡੂ ਬੇਰੁਜ਼ਗਾਰ ਨੌਜਵਾਨਾਂ ਲਈ ਡੇਅਰੀ ਫਾਰਮਿੰਗ ਦਾ ਸਿਖਲਾਈ ਕੋਰਸ 8 ਜਨਵਰੀ ਤੋਂ ਸ਼ੁਰੂ ਕੀਤਾ ਜਾ ਰਿਹਾ ਹੈ। ਚਾਹਵਾਨ ਉਮੀਦਵਾਰ 01874-220163, 75089-73471, 80548-10080 'ਤੇ ਸੰਪਰਕ ਕਰ ਸਕਦੇ ਹਨ। [1160,599,1410,670]
